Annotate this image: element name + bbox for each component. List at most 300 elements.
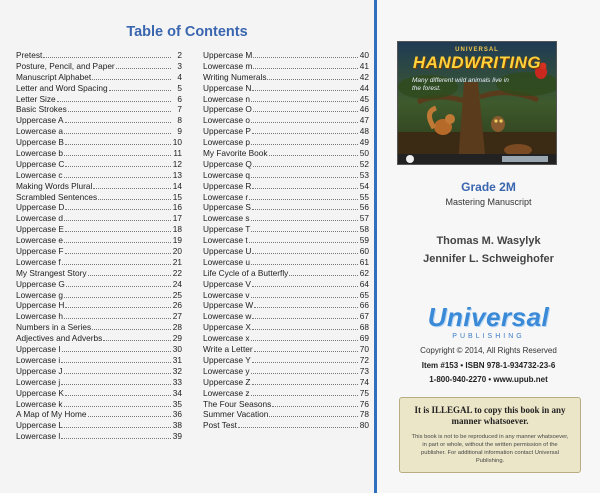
toc-entry-title: Uppercase K: [16, 387, 64, 398]
toc-entry: [16, 148, 182, 159]
toc-entry-title: Uppercase A: [16, 115, 64, 126]
toc-entry-title: Uppercase M: [203, 50, 253, 60]
toc-entry-page: 58: [359, 224, 369, 235]
author-name: Jennifer L. Schweighofer: [423, 253, 554, 265]
toc-entry: [203, 268, 369, 279]
grade-label: Grade 2M: [461, 180, 516, 194]
toc-entry-title: Lowercase s: [203, 213, 250, 224]
cover-image: [397, 41, 557, 165]
toc-dot-leader: [251, 297, 358, 298]
toc-entry: [203, 83, 369, 94]
toc-entry-title: Uppercase B: [16, 137, 64, 148]
title-panel: [377, 0, 600, 493]
toc-entry: [203, 192, 369, 203]
toc-entry-page: 14: [172, 180, 182, 191]
toc-entry: [16, 202, 182, 213]
toc-entry-page: 61: [359, 256, 369, 267]
toc-entry-title: Summer Vacation: [203, 409, 269, 420]
toc-entry-title: Uppercase P: [203, 126, 251, 137]
toc-entry: [203, 311, 369, 322]
toc-right-column: [203, 50, 369, 431]
toc-entry-page: 36: [172, 409, 182, 420]
toc-entry: [16, 355, 182, 366]
toc-entry-title: Uppercase O: [203, 104, 252, 115]
toc-entry-page: 17: [172, 213, 182, 224]
toc-dot-leader: [64, 318, 171, 319]
toc-entry-page: 75: [359, 387, 369, 398]
toc-entry-page: 80: [359, 420, 369, 431]
toc-entry: [203, 224, 369, 235]
toc-entry: [203, 420, 369, 431]
toc-dot-leader: [251, 144, 358, 145]
toc-entry: [16, 268, 182, 279]
toc-dot-leader: [252, 209, 358, 210]
toc-entry-title: Lowercase b: [16, 148, 64, 159]
toc-dot-leader: [272, 406, 358, 407]
toc-entry: [16, 61, 182, 72]
toc-dot-leader: [61, 362, 171, 363]
toc-entry-page: 52: [359, 158, 369, 169]
toc-entry: [16, 290, 182, 301]
toc-entry-page: 22: [172, 267, 182, 278]
toc-entry-title: Post Test: [203, 420, 237, 431]
cover-brand: UNIVERSAL: [455, 47, 499, 53]
toc-entry-title: Lowercase g: [16, 289, 64, 300]
toc-entry-page: 34: [172, 387, 182, 398]
notice-body: This book is not to be reproduced in any manner whatsoever, in part or whole, without the written permission of the publisher. For additional information contact Universal Publishing.: [411, 434, 569, 464]
toc-dot-leader: [251, 395, 358, 396]
toc-dot-leader: [64, 155, 171, 156]
toc-dot-leader: [92, 329, 171, 330]
toc-entry: [16, 170, 182, 181]
toc-dot-leader: [64, 406, 171, 407]
toc-entry-title: Writing Numerals: [203, 71, 267, 82]
toc-entry-title: Lowercase k: [16, 398, 63, 409]
toc-entry: [203, 344, 369, 355]
toc-entry-title: Lowercase p: [203, 137, 251, 148]
toc-entry-page: 32: [172, 365, 182, 376]
toc-dot-leader: [269, 416, 358, 417]
toc-entry-page: 54: [359, 180, 369, 191]
toc-entry-title: Uppercase Y: [203, 354, 251, 365]
item-isbn-line: Item #153 • ISBN 978-1-934732-23-6: [421, 361, 556, 370]
toc-dot-leader: [253, 68, 358, 69]
toc-dot-leader: [65, 166, 171, 167]
toc-entry-title: Making Words Plural: [16, 180, 93, 191]
toc-dot-leader: [88, 275, 171, 276]
toc-entry-page: 40: [359, 50, 369, 60]
toc-entry: [16, 311, 182, 322]
toc-entry-title: Lowercase y: [203, 365, 250, 376]
toc-entry: [203, 115, 369, 126]
cover-subtitle: Many different wild animals live in the forest.: [412, 77, 509, 92]
toc-dot-leader: [252, 329, 358, 330]
toc-entry-title: Lowercase l: [16, 431, 61, 442]
toc-dot-leader: [251, 231, 358, 232]
toc-entry: [16, 104, 182, 115]
toc-dot-leader: [98, 199, 171, 200]
toc-entry-page: 65: [359, 289, 369, 300]
toc-entry: [203, 322, 369, 333]
toc-entry-title: Basic Strokes: [16, 104, 67, 115]
toc-entry-title: Uppercase C: [16, 158, 65, 169]
toc-left-column: [16, 50, 182, 442]
toc-entry: [16, 377, 182, 388]
toc-dot-leader: [109, 90, 171, 91]
toc-entry: [203, 388, 369, 399]
toc-entry: [16, 409, 182, 420]
toc-entry: [16, 72, 182, 83]
toc-entry-page: 69: [359, 333, 369, 344]
toc-entry: [16, 235, 182, 246]
toc-entry-title: Uppercase D: [16, 202, 65, 213]
toc-entry: [203, 159, 369, 170]
toc-dot-leader: [289, 275, 358, 276]
toc-entry-page: 18: [172, 224, 182, 235]
toc-entry-title: Uppercase L: [16, 420, 64, 431]
toc-entry-page: 8: [177, 115, 182, 126]
toc-dot-leader: [249, 199, 358, 200]
toc-entry-page: 35: [172, 398, 182, 409]
toc-entry: [16, 50, 182, 61]
toc-dot-leader: [249, 242, 358, 243]
toc-entry-title: Lowercase v: [203, 289, 250, 300]
toc-entry-title: Posture, Pencil, and Paper: [16, 60, 115, 71]
toc-entry-title: Uppercase X: [203, 322, 251, 333]
toc-entry: [203, 126, 369, 137]
toc-dot-leader: [68, 111, 171, 112]
toc-entry-page: 24: [172, 278, 182, 289]
toc-entry: [16, 181, 182, 192]
owl-shape: [491, 116, 505, 132]
toc-entry-title: The Four Seasons: [203, 398, 272, 409]
toc-entry-page: 59: [359, 235, 369, 246]
toc-entry-title: My Favorite Book: [203, 148, 268, 159]
toc-dot-leader: [65, 231, 171, 232]
toc-entry-page: 12: [172, 158, 182, 169]
toc-entry-title: Lowercase m: [203, 60, 253, 71]
toc-entry-title: Uppercase J: [16, 365, 63, 376]
toc-entry: [203, 333, 369, 344]
toc-dot-leader: [269, 155, 358, 156]
toc-dot-leader: [92, 79, 171, 80]
toc-entry-title: Lowercase h: [16, 311, 64, 322]
toc-entry-title: Uppercase R: [203, 180, 252, 191]
toc-entry: [16, 137, 182, 148]
toc-dot-leader: [252, 188, 358, 189]
toc-dot-leader: [64, 427, 171, 428]
toc-entry-title: Uppercase F: [16, 246, 64, 257]
toc-dot-leader: [65, 122, 171, 123]
toc-entry: [16, 126, 182, 137]
toc-entry-page: 25: [172, 289, 182, 300]
toc-entry-title: Uppercase Q: [203, 158, 252, 169]
toc-entry-page: 56: [359, 202, 369, 213]
toc-entry-page: 29: [172, 333, 182, 344]
toc-entry: [203, 104, 369, 115]
toc-entry: [16, 192, 182, 203]
toc-entry: [203, 399, 369, 410]
toc-entry-page: 78: [359, 409, 369, 420]
toc-entry-title: Lowercase u: [203, 256, 251, 267]
toc-entry: [16, 257, 182, 268]
toc-entry-title: Uppercase E: [16, 224, 64, 235]
toc-dot-leader: [267, 79, 358, 80]
toc-dot-leader: [65, 209, 171, 210]
toc-entry-page: 3: [177, 60, 182, 71]
toc-entry-title: Lowercase o: [203, 115, 251, 126]
toc-entry-title: Lowercase w: [203, 311, 252, 322]
toc-dot-leader: [65, 144, 171, 145]
toc-entry: [16, 279, 182, 290]
toc-entry-page: 9: [177, 126, 182, 137]
toc-entry-page: 13: [172, 169, 182, 180]
toc-entry: [16, 94, 182, 105]
toc-entry: [203, 72, 369, 83]
toc-entry-page: 26: [172, 300, 182, 311]
toc-entry-title: Uppercase N: [203, 82, 252, 93]
toc-entry: [203, 202, 369, 213]
toc-entry-page: 50: [359, 148, 369, 159]
toc-entry: [16, 83, 182, 94]
toc-entry: [203, 377, 369, 388]
toc-dot-leader: [65, 395, 171, 396]
toc-entry: [16, 399, 182, 410]
toc-entry-page: 7: [177, 104, 182, 115]
toc-entry: [16, 388, 182, 399]
book-subtitle: Mastering Manuscript: [445, 197, 532, 207]
toc-dot-leader: [252, 362, 358, 363]
toc-dot-leader: [251, 177, 358, 178]
toc-dot-leader: [65, 253, 172, 254]
toc-entry-page: 10: [172, 137, 182, 148]
toc-entry-title: Adjectives and Adverbs: [16, 333, 103, 344]
toc-dot-leader: [252, 286, 358, 287]
toc-entry-page: 64: [359, 278, 369, 289]
toc-entry-page: 49: [359, 137, 369, 148]
toc-entry-title: Lowercase x: [203, 333, 250, 344]
toc-entry-page: 16: [172, 202, 182, 213]
toc-entry: [16, 224, 182, 235]
toc-entry: [203, 50, 369, 61]
toc-entry-title: Lowercase z: [203, 387, 250, 398]
toc-entry-title: Uppercase Z: [203, 376, 251, 387]
toc-dot-leader: [62, 351, 171, 352]
toc-entry-page: 73: [359, 365, 369, 376]
publisher-logo: Universal: [427, 302, 550, 332]
toc-entry: [16, 246, 182, 257]
toc-entry: [203, 148, 369, 159]
toc-entry-page: 31: [172, 354, 182, 365]
toc-entry-title: Numbers in a Series: [16, 322, 92, 333]
toc-entry-page: 6: [177, 93, 182, 104]
toc-entry: [16, 366, 182, 377]
toc-entry-page: 28: [172, 322, 182, 333]
toc-entry-title: Write a Letter: [203, 344, 253, 355]
toc-entry-page: 44: [359, 82, 369, 93]
toc-entry-title: Lowercase e: [16, 235, 64, 246]
toc-dot-leader: [251, 340, 358, 341]
toc-entry: [203, 279, 369, 290]
toc-dot-leader: [65, 307, 171, 308]
toc-entry-title: Uppercase W: [203, 300, 254, 311]
toc-entry-page: 60: [359, 246, 369, 257]
toc-entry-page: 20: [172, 246, 182, 257]
toc-dot-leader: [57, 101, 171, 102]
toc-entry-title: A Map of My Home: [16, 409, 87, 420]
toc-entry: [16, 115, 182, 126]
toc-dot-leader: [62, 264, 171, 265]
copy-warning-notice: [399, 397, 581, 473]
toc-dot-leader: [61, 384, 171, 385]
toc-entry-page: 39: [172, 431, 182, 442]
contact-line: 1-800-940-2270 • www.upub.net: [429, 375, 548, 384]
copyright-line: Copyright © 2014, All Rights Reserved: [420, 346, 557, 355]
toc-entry-title: Lowercase a: [16, 126, 64, 137]
toc-dot-leader: [251, 373, 358, 374]
toc-dot-leader: [238, 427, 358, 428]
toc-entry-page: 11: [173, 148, 182, 159]
toc-entry-page: 21: [172, 256, 182, 267]
toc-entry-page: 30: [172, 344, 182, 355]
toc-entry-page: 2: [177, 50, 182, 60]
toc-dot-leader: [93, 188, 171, 189]
toc-dot-leader: [252, 318, 358, 319]
toc-entry: [16, 213, 182, 224]
toc-entry-page: 72: [359, 354, 369, 365]
toc-entry-page: 4: [177, 71, 182, 82]
toc-entry-title: Letter Size: [16, 93, 56, 104]
toc-entry: [16, 300, 182, 311]
toc-entry-title: Uppercase T: [203, 224, 251, 235]
toc-entry-title: Uppercase G: [16, 278, 65, 289]
toc-entry-page: 66: [359, 300, 369, 311]
toc-entry-title: Uppercase U: [203, 246, 252, 257]
toc-entry-page: 15: [172, 191, 182, 202]
toc-entry-page: 27: [172, 311, 182, 322]
toc-entry: [203, 257, 369, 268]
toc-dot-leader: [251, 122, 358, 123]
toc-dot-leader: [251, 264, 358, 265]
toc-entry-title: Uppercase V: [203, 278, 251, 289]
toc-entry-title: Lowercase i: [16, 354, 61, 365]
toc-dot-leader: [43, 57, 171, 58]
toc-entry: [203, 235, 369, 246]
toc-dot-leader: [64, 297, 171, 298]
toc-entry: [203, 137, 369, 148]
toc-dot-leader: [252, 133, 358, 134]
toc-dot-leader: [64, 133, 171, 134]
toc-dot-leader: [254, 307, 358, 308]
notice-heading: It is ILLEGAL to copy this book in any manner whatsoever.: [414, 405, 566, 426]
toc-dot-leader: [88, 416, 171, 417]
toc-entry-page: 53: [359, 169, 369, 180]
toc-entry-page: 57: [359, 213, 369, 224]
toc-dot-leader: [251, 220, 358, 221]
cover-title: HANDWRITING: [412, 53, 542, 72]
toc-entry-page: 41: [359, 60, 369, 71]
toc-entry: [203, 355, 369, 366]
toc-entry: [16, 322, 182, 333]
author-name: Thomas M. Wasylyk: [436, 235, 541, 247]
toc-entry: [203, 290, 369, 301]
toc-entry-page: 19: [172, 235, 182, 246]
toc-entry-page: 68: [359, 322, 369, 333]
toc-entry: [203, 213, 369, 224]
toc-entry-title: Lowercase n: [203, 93, 251, 104]
toc-entry-title: Uppercase I: [16, 344, 61, 355]
toc-dot-leader: [116, 68, 171, 69]
toc-entry-title: Lowercase q: [203, 169, 251, 180]
toc-title: Table of Contents: [126, 24, 248, 40]
toc-entry-page: 38: [172, 420, 182, 431]
toc-entry-title: Letter and Word Spacing: [16, 82, 108, 93]
toc-dot-leader: [252, 384, 359, 385]
toc-entry: [203, 300, 369, 311]
toc-entry-page: 5: [177, 82, 182, 93]
toc-entry-title: Life Cycle of a Butterfly: [203, 267, 289, 278]
toc-entry-title: Manuscript Alphabet: [16, 71, 92, 82]
toc-entry: [16, 431, 182, 442]
toc-entry-page: 47: [359, 115, 369, 126]
toc-dot-leader: [61, 438, 171, 439]
toc-entry-page: 67: [359, 311, 369, 322]
toc-entry-title: Lowercase f: [16, 256, 61, 267]
toc-entry-page: 74: [359, 376, 369, 387]
toc-entry: [203, 366, 369, 377]
toc-entry-title: Lowercase r: [203, 191, 249, 202]
toc-entry-title: Lowercase t: [203, 235, 248, 246]
toc-entry-title: Lowercase c: [16, 169, 63, 180]
toc-entry: [203, 181, 369, 192]
toc-entry-title: Pretest: [16, 50, 43, 60]
toc-dot-leader: [103, 340, 171, 341]
toc-entry-page: 46: [359, 104, 369, 115]
toc-entry: [16, 344, 182, 355]
toc-entry-page: 48: [359, 126, 369, 137]
toc-entry-page: 62: [359, 267, 369, 278]
toc-entry-page: 55: [359, 191, 369, 202]
toc-entry: [203, 246, 369, 257]
toc-dot-leader: [66, 286, 171, 287]
toc-dot-leader: [253, 166, 358, 167]
toc-entry-page: 76: [359, 398, 369, 409]
toc-entry-title: Uppercase H: [16, 300, 65, 311]
toc-dot-leader: [253, 57, 358, 58]
toc-dot-leader: [64, 242, 171, 243]
toc-entry-title: Lowercase j: [16, 376, 61, 387]
toc-dot-leader: [252, 253, 358, 254]
toc-entry: [16, 333, 182, 344]
publisher-logo-subtext: PUBLISHING: [452, 333, 525, 340]
toc-dot-leader: [64, 373, 171, 374]
toc-entry-title: Scrambled Sentences: [16, 191, 98, 202]
toc-dot-leader: [252, 90, 358, 91]
toc-entry: [203, 409, 369, 420]
toc-entry-page: 70: [359, 344, 369, 355]
toc-dot-leader: [64, 220, 171, 221]
toc-entry-page: 45: [359, 93, 369, 104]
toc-dot-leader: [254, 351, 358, 352]
toc-dot-leader: [253, 111, 358, 112]
toc-entry-title: Uppercase S: [203, 202, 251, 213]
toc-dot-leader: [64, 177, 171, 178]
toc-entry: [16, 159, 182, 170]
toc-entry-title: My Strangest Story: [16, 267, 87, 278]
toc-entry: [203, 61, 369, 72]
toc-entry: [203, 170, 369, 181]
toc-dot-leader: [251, 101, 358, 102]
